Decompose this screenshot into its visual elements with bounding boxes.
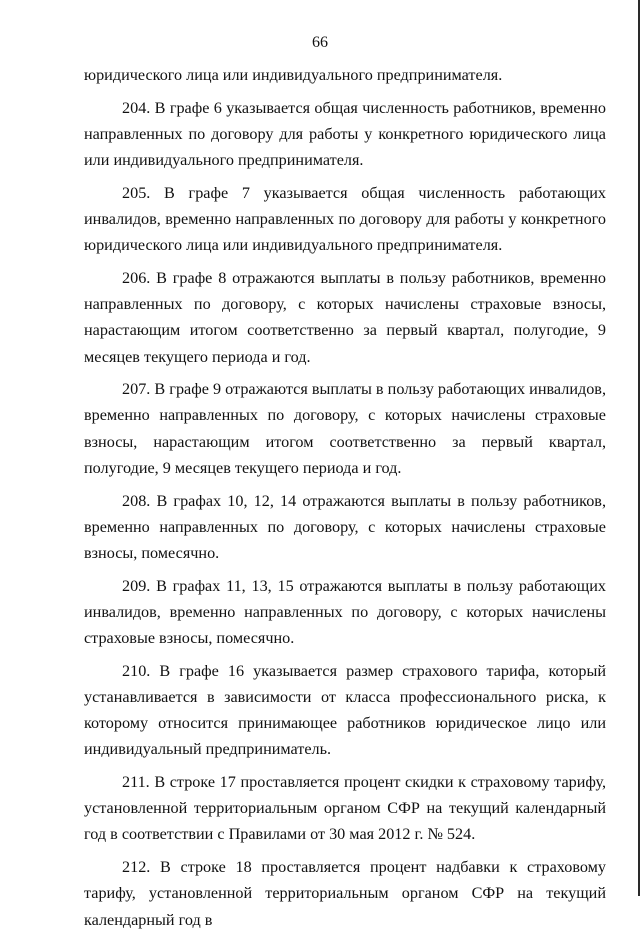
paragraph-208: 208. В графах 10, 12, 14 отражаются выплаты в пользу работников, временно направленных по договору, с которых начислены страховые взносы, помесячно. — [84, 491, 606, 562]
paragraph-212: 212. В строке 18 проставляется процент надбавки к страховому тарифу, установленной территориальным органом СФР на текущий календарный год в — [84, 858, 606, 929]
paragraph-continuation: юридического лица или индивидуального предпринимателя. — [84, 66, 503, 84]
paragraph-211: 211. В строке 17 проставляется процент скидки к страховому тарифу, установленной территориальным органом СФР на текущий календарный год в соответствии с Правилами от 30 мая 2012 г. № 524. — [84, 773, 606, 844]
paragraph-206: 206. В графе 8 отражаются выплаты в пользу работников, временно направленных по договору, с которых начислены страховые взносы, нарастающим итогом соответственно за первый квартал, полугодие, 9 месяцев текущего периода и год. — [84, 268, 606, 366]
paragraph-209: 209. В графах 11, 13, 15 отражаются выплаты в пользу работающих инвалидов, временно направленных по договору, с которых начислены страховые взносы, помесячно. — [84, 576, 606, 648]
paragraph-204: 204. В графе 6 указывается общая численность работников, временно направленных по договору для работы у конкретного юридического лица или индивидуального предпринимателя. — [84, 98, 606, 170]
paragraph-205: 205. В графе 7 указывается общая численность работающих инвалидов, временно направленных по договору для работы у конкретного юридического лица или индивидуального предпринимателя. — [84, 183, 606, 255]
document-body — [84, 62, 606, 939]
page-number: 66 — [312, 34, 328, 51]
paragraph-210: 210. В графе 16 указывается размер страхового тарифа, который устанавливается в зависимости от класса профессионального риска, к которому относится принимающее работников юридическое лицо или индивидуальный предприниматель. — [84, 661, 606, 759]
paragraph-207: 207. В графе 9 отражаются выплаты в пользу работающих инвалидов, временно направленных по договору, с которых начислены страховые взносы, нарастающим итогом соответственно за первый квартал, полугодие, 9 месяцев текущего периода и год. — [84, 380, 606, 477]
